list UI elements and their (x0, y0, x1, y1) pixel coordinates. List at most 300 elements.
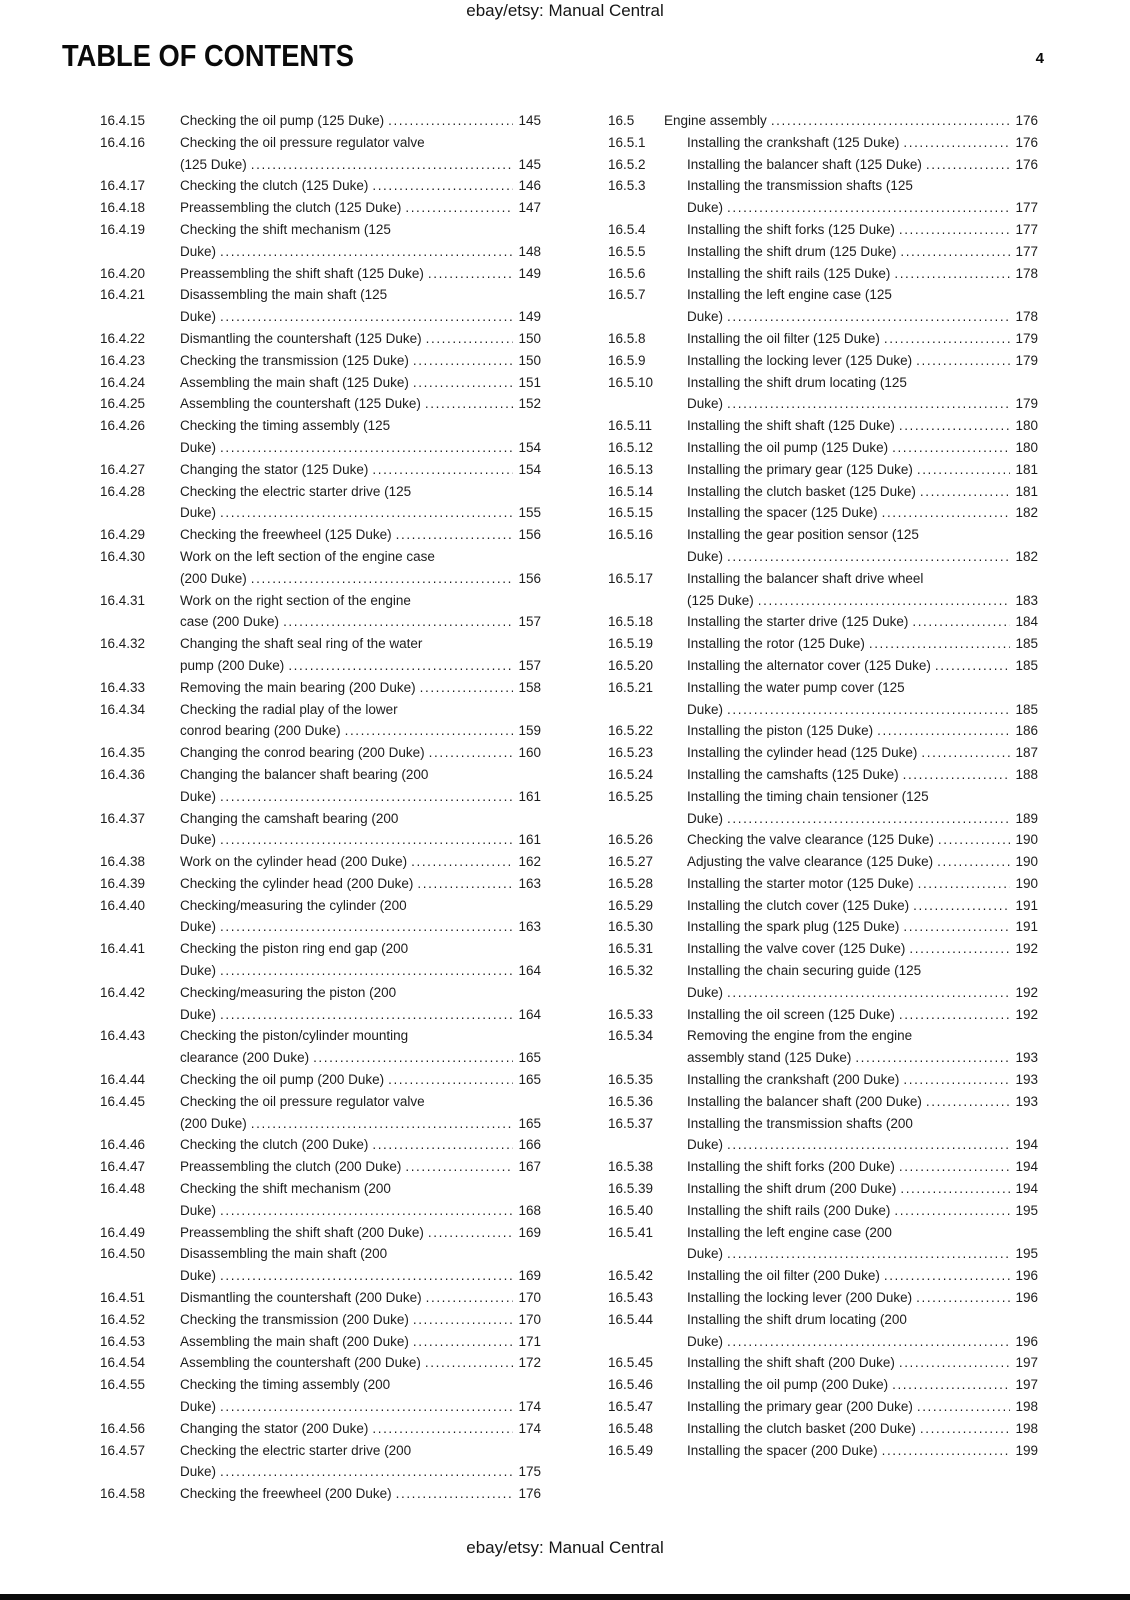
toc-entry-title: Installing the shift drum locating (200 (687, 1311, 907, 1327)
toc-entry-title: Checking the clutch (200 Duke) (180, 1137, 369, 1153)
toc-entry-title: Installing the alternator cover (125 Duke) (687, 657, 931, 673)
dot-leader (405, 197, 513, 219)
dot-leader (220, 306, 513, 328)
toc-column-left (100, 110, 541, 1505)
toc-entry-number: 16.5.13 (608, 461, 654, 477)
toc-entry-title: Installing the transmission shafts (200 (687, 1115, 913, 1131)
dot-leader (727, 393, 1010, 415)
toc-entry-page: 195 (1015, 1202, 1038, 1218)
toc-entry (100, 524, 541, 546)
toc-entry-title: Installing the oil filter (125 Duke) (687, 330, 880, 346)
toc-entry-title: Changing the shaft seal ring of the water (180, 636, 423, 652)
toc-entry-title: Dismantling the countershaft (125 Duke) (180, 330, 422, 346)
toc-entry (100, 633, 541, 677)
toc-entry-title: Checking the cylinder head (200 Duke) (180, 875, 414, 891)
toc-entry-page: 187 (1015, 745, 1038, 761)
toc-entry (608, 219, 1038, 241)
toc-entry-number: 16.5.29 (608, 897, 654, 913)
toc-entry-title: Duke) (180, 919, 217, 935)
toc-entry-number: 16.5.21 (608, 679, 654, 695)
toc-entry (608, 1004, 1038, 1026)
toc-entry (608, 938, 1038, 960)
toc-entry-page: 179 (1015, 396, 1038, 412)
toc-entry-number: 16.4.20 (100, 265, 146, 281)
toc-entry-page: 194 (1015, 1181, 1038, 1197)
toc-entry-page: 199 (1015, 1442, 1038, 1458)
toc-entry-page: 179 (1015, 330, 1038, 346)
toc-entry-title: Checking the valve clearance (125 Duke) (687, 832, 934, 848)
toc-entry (100, 263, 541, 285)
toc-entry-title: Installing the timing chain tensioner (125 (687, 788, 929, 804)
toc-entry-title: Duke) (180, 1399, 217, 1415)
toc-entry-page: 178 (1015, 309, 1038, 325)
toc-entry-page: 147 (518, 200, 541, 216)
dot-leader (396, 1483, 513, 1505)
toc-entry-number: 16.4.58 (100, 1486, 146, 1502)
toc-entry-title: assembly stand (125 Duke) (687, 1050, 852, 1066)
toc-entry-page: 175 (518, 1464, 541, 1480)
toc-entry-title: Removing the engine from the engine (687, 1028, 913, 1044)
dot-leader (220, 241, 513, 263)
toc-entry (608, 1025, 1038, 1069)
toc-entry-title: Installing the spark plug (125 Duke) (687, 919, 900, 935)
dot-leader (882, 1440, 1010, 1462)
toc-entry-page: 190 (1015, 832, 1038, 848)
dot-leader (727, 982, 1010, 1004)
toc-entry-page: 186 (1015, 723, 1038, 739)
toc-entry (608, 175, 1038, 219)
dot-leader (727, 306, 1010, 328)
toc-entry-title: Installing the locking lever (125 Duke) (687, 352, 913, 368)
dot-leader (429, 742, 513, 764)
toc-entry-title: Duke) (687, 1137, 724, 1153)
toc-entry-number: 16.5.48 (608, 1420, 654, 1436)
toc-entry-title: Duke) (180, 788, 217, 804)
toc-entry-number: 16.4.48 (100, 1181, 146, 1197)
toc-entry-page: 194 (1015, 1137, 1038, 1153)
toc-entry (100, 742, 541, 764)
toc-entry-number: 16.4.37 (100, 810, 146, 826)
toc-entry-number: 16.4.22 (100, 330, 146, 346)
toc-entry-title: Checking the oil pressure regulator valve (180, 134, 425, 150)
dot-leader (388, 110, 513, 132)
toc-entry (100, 1091, 541, 1135)
toc-entry-number: 16.5.31 (608, 941, 654, 957)
toc-entry-title: Duke) (687, 984, 724, 1000)
toc-entry-number: 16.5.14 (608, 483, 654, 499)
toc-entry-title: Checking the freewheel (125 Duke) (180, 527, 392, 543)
toc-entry-page: 158 (518, 679, 541, 695)
dot-leader (903, 764, 1010, 786)
toc-entry-number: 16.4.50 (100, 1246, 146, 1262)
toc-entry (608, 873, 1038, 895)
toc-entry-page: 177 (1015, 200, 1038, 216)
toc-entry-page: 174 (518, 1399, 541, 1415)
toc-entry-page: 183 (1015, 592, 1038, 608)
toc-entry-title: Installing the piston (125 Duke) (687, 723, 874, 739)
toc-entry (100, 328, 541, 350)
toc-entry-number: 16.4.52 (100, 1311, 146, 1327)
toc-entry-number: 16.5.24 (608, 766, 654, 782)
toc-entry-title: Checking the electric starter drive (125 (180, 483, 412, 499)
toc-entry-page: 162 (518, 854, 541, 870)
toc-entry-page: 188 (1015, 766, 1038, 782)
dot-leader (913, 895, 1010, 917)
toc-entry-title: Assembling the main shaft (200 Duke) (180, 1333, 409, 1349)
toc-entry-title: Checking the oil pump (200 Duke) (180, 1072, 385, 1088)
toc-entry (608, 1222, 1038, 1266)
dot-leader (900, 241, 1010, 263)
toc-entry (608, 284, 1038, 328)
toc-entry (608, 851, 1038, 873)
toc-entry-title: Checking the freewheel (200 Duke) (180, 1486, 392, 1502)
toc-entry-title: Duke) (687, 1246, 724, 1262)
toc-entry (608, 110, 1038, 132)
toc-entry-title: Duke) (687, 396, 724, 412)
toc-entry-number: 16.4.56 (100, 1420, 146, 1436)
toc-entry-number: 16.5.20 (608, 657, 654, 673)
dot-leader (935, 655, 1010, 677)
toc-entry-title: Duke) (687, 309, 724, 325)
dot-leader (345, 720, 513, 742)
toc-entry-title: Duke) (687, 701, 724, 717)
dot-leader (917, 1396, 1010, 1418)
toc-entry (608, 1156, 1038, 1178)
toc-entry (608, 633, 1038, 655)
toc-entry-number: 16.5.47 (608, 1399, 654, 1415)
toc-entry-number: 16.4.29 (100, 527, 146, 543)
toc-entry (100, 851, 541, 873)
toc-entry-number: 16.4.53 (100, 1333, 146, 1349)
dot-leader (903, 916, 1010, 938)
dot-leader (413, 1331, 513, 1353)
toc-entry-title: pump (200 Duke) (180, 657, 285, 673)
toc-entry-number: 16.5.7 (608, 287, 646, 303)
toc-entry-number: 16.5.5 (608, 243, 646, 259)
toc-entry (608, 916, 1038, 938)
toc-entry-title: Adjusting the valve clearance (125 Duke) (687, 854, 934, 870)
toc-entry-page: 197 (1015, 1355, 1038, 1371)
toc-entry-number: 16.4.19 (100, 221, 146, 237)
toc-entry-title: Checking/measuring the cylinder (200 (180, 897, 407, 913)
toc-entry-title: Installing the balancer shaft drive wheel (687, 570, 924, 586)
page-title: TABLE OF CONTENTS (62, 38, 354, 73)
toc-entry-title: Disassembling the main shaft (125 (180, 287, 388, 303)
toc-entry-number: 16.4.47 (100, 1159, 146, 1175)
toc-entry-title: Duke) (687, 548, 724, 564)
toc-entry-title: Work on the cylinder head (200 Duke) (180, 854, 408, 870)
toc-entry-title: Installing the shift drum (200 Duke) (687, 1181, 897, 1197)
dot-leader (388, 1069, 513, 1091)
toc-entry-page: 195 (1015, 1246, 1038, 1262)
toc-entry (608, 372, 1038, 416)
dot-leader (220, 829, 513, 851)
toc-entry-page: 176 (1015, 156, 1038, 172)
toc-entry-title: Changing the stator (125 Duke) (180, 461, 369, 477)
toc-entry-number: 16.5.44 (608, 1311, 654, 1327)
toc-entry (100, 219, 541, 263)
toc-entry-title: Installing the camshafts (125 Duke) (687, 766, 899, 782)
toc-entry-title: clearance (200 Duke) (180, 1050, 310, 1066)
toc-entry-number: 16.4.24 (100, 374, 146, 390)
toc-entry-title: Installing the gear position sensor (125 (687, 527, 919, 543)
toc-entry-page: 164 (518, 963, 541, 979)
toc-entry-title: conrod bearing (200 Duke) (180, 723, 341, 739)
toc-entry-title: Installing the starter motor (125 Duke) (687, 875, 914, 891)
toc-entry-page: 185 (1015, 636, 1038, 652)
toc-entry-number: 16.5.1 (608, 134, 646, 150)
toc-entry-page: 167 (518, 1159, 541, 1175)
toc-entry-title: Checking the transmission (200 Duke) (180, 1311, 409, 1327)
toc-entry-title: (125 Duke) (180, 156, 247, 172)
toc-entry-page: 196 (1015, 1268, 1038, 1284)
footer-watermark: ebay/etsy: Manual Central (466, 1538, 664, 1557)
toc-entry-page: 191 (1015, 919, 1038, 935)
toc-entry-number: 16.5.40 (608, 1202, 654, 1218)
dot-leader (727, 197, 1010, 219)
toc-entry-title: Engine assembly (664, 113, 767, 128)
toc-entry-page: 165 (518, 1072, 541, 1088)
dot-leader (727, 808, 1010, 830)
toc-entry-page: 178 (1015, 265, 1038, 281)
toc-entry-page: 180 (1015, 418, 1038, 434)
toc-entry (608, 241, 1038, 263)
toc-entry-title: (125 Duke) (687, 592, 754, 608)
toc-entry (100, 372, 541, 394)
toc-entry-page: 190 (1015, 875, 1038, 891)
toc-entry-page: 163 (518, 919, 541, 935)
dot-leader (251, 568, 513, 590)
dot-leader (220, 1461, 513, 1483)
toc-entry-page: 149 (518, 309, 541, 325)
toc-entry-title: Changing the conrod bearing (200 Duke) (180, 745, 425, 761)
dot-leader (727, 1134, 1010, 1156)
toc-entry (100, 764, 541, 808)
toc-entry-title: (200 Duke) (180, 570, 247, 586)
toc-entry-number: 16.4.23 (100, 352, 146, 368)
toc-entry (100, 1483, 541, 1505)
toc-entry-page: 164 (518, 1006, 541, 1022)
toc-entry (100, 459, 541, 481)
toc-entry-title: Duke) (180, 1202, 217, 1218)
toc-entry-number: 16.5.26 (608, 832, 654, 848)
toc-entry-page: 161 (518, 788, 541, 804)
dot-leader (428, 1222, 513, 1244)
toc-entry-title: Checking the piston ring end gap (200 (180, 941, 409, 957)
toc-entry-title: Checking the radial play of the lower (180, 701, 398, 717)
toc-entry-number: 16.5.49 (608, 1442, 654, 1458)
toc-entry (608, 481, 1038, 503)
toc-entry-number: 16.5.39 (608, 1181, 654, 1197)
toc-entry-number: 16.5.34 (608, 1028, 654, 1044)
toc-entry-page: 193 (1015, 1072, 1038, 1088)
toc-entry-title: Installing the valve cover (125 Duke) (687, 941, 906, 957)
toc-entry-page: 168 (518, 1202, 541, 1218)
toc-entry-page: 145 (518, 113, 541, 128)
dot-leader (899, 1352, 1010, 1374)
toc-entry (608, 677, 1038, 721)
toc-entry-title: Installing the oil pump (200 Duke) (687, 1377, 889, 1393)
toc-entry-title: Preassembling the shift shaft (125 Duke) (180, 265, 424, 281)
dot-leader (425, 1352, 513, 1374)
toc-entry-title: Installing the shift forks (200 Duke) (687, 1159, 895, 1175)
dot-leader (220, 1200, 513, 1222)
toc-entry-title: Installing the left engine case (200 (687, 1224, 892, 1240)
toc-entry-number: 16.4.54 (100, 1355, 146, 1371)
toc-entry (608, 415, 1038, 437)
dot-leader (426, 1287, 513, 1309)
toc-entry-title: Installing the oil pump (125 Duke) (687, 439, 889, 455)
toc-entry-page: 176 (518, 1486, 541, 1502)
toc-entry (608, 720, 1038, 742)
toc-entry (608, 1200, 1038, 1222)
toc-entry-title: Preassembling the clutch (125 Duke) (180, 200, 402, 216)
dot-leader (938, 829, 1010, 851)
toc-entry-page: 181 (1015, 461, 1038, 477)
page-bottom-edge (0, 1594, 1130, 1600)
toc-entry (608, 655, 1038, 677)
dot-leader (899, 415, 1010, 437)
toc-entry (608, 1309, 1038, 1353)
toc-entry-number: 16.5.15 (608, 505, 654, 521)
toc-entry-title: Duke) (180, 505, 217, 521)
toc-entry-title: Dismantling the countershaft (200 Duke) (180, 1290, 422, 1306)
toc-entry (608, 1440, 1038, 1462)
dot-leader (912, 611, 1010, 633)
toc-entry (100, 1222, 541, 1244)
toc-entry-page: 176 (1015, 134, 1038, 150)
toc-entry-title: Installing the oil filter (200 Duke) (687, 1268, 880, 1284)
dot-leader (220, 960, 513, 982)
toc-entry-number: 16.5.36 (608, 1093, 654, 1109)
toc-entry-page: 160 (518, 745, 541, 761)
toc-entry-number: 16.4.41 (100, 941, 146, 957)
dot-leader (892, 1374, 1010, 1396)
toc-entry (100, 1331, 541, 1353)
toc-entry (608, 742, 1038, 764)
dot-leader (288, 655, 513, 677)
toc-entry-number: 16.4.38 (100, 854, 146, 870)
toc-entry-title: Installing the balancer shaft (200 Duke) (687, 1093, 922, 1109)
dot-leader (758, 590, 1010, 612)
toc-entry-page: 198 (1015, 1420, 1038, 1436)
toc-entry-number: 16.5.22 (608, 723, 654, 739)
dot-leader (899, 1156, 1010, 1178)
toc-entry (100, 1156, 541, 1178)
toc-entry-title: Disassembling the main shaft (200 (180, 1246, 388, 1262)
toc-entry-page: 197 (1015, 1377, 1038, 1393)
toc-entry-title: Preassembling the shift shaft (200 Duke) (180, 1224, 424, 1240)
toc-entry-page: 169 (518, 1268, 541, 1284)
dot-leader (899, 219, 1010, 241)
dot-leader (372, 175, 513, 197)
toc-entry-title: Checking the oil pressure regulator valve (180, 1093, 425, 1109)
toc-entry-title: Duke) (687, 200, 724, 216)
toc-entry-number: 16.4.44 (100, 1072, 146, 1088)
dot-leader (903, 132, 1010, 154)
toc-entry-page: 170 (518, 1311, 541, 1327)
toc-entry-page: 181 (1015, 483, 1038, 499)
toc-entry-page: 151 (518, 374, 541, 390)
toc-entry-number: 16.5.28 (608, 875, 654, 891)
dot-leader (411, 851, 513, 873)
toc-entry-number: 16.4.40 (100, 897, 146, 913)
toc-entry (100, 1352, 541, 1374)
toc-entry-title: Work on the right section of the engine (180, 592, 411, 608)
toc-entry (608, 263, 1038, 285)
toc-entry-title: Removing the main bearing (200 Duke) (180, 679, 416, 695)
toc-entry-page: 152 (518, 396, 541, 412)
toc-entry (100, 546, 541, 590)
toc-entry-title: Installing the crankshaft (200 Duke) (687, 1072, 900, 1088)
toc-entry (100, 350, 541, 372)
toc-entry-title: Duke) (180, 832, 217, 848)
dot-leader (727, 1331, 1010, 1353)
toc-entry-title: Duke) (180, 1006, 217, 1022)
toc-entry-number: 16.5.8 (608, 330, 646, 346)
toc-entry-title: Installing the cylinder head (125 Duke) (687, 745, 918, 761)
toc-entry (100, 1287, 541, 1309)
toc-entry-page: 180 (1015, 439, 1038, 455)
toc-entry-page: 185 (1015, 657, 1038, 673)
toc-entry-number: 16.4.57 (100, 1442, 146, 1458)
toc-entry-number: 16.4.30 (100, 548, 146, 564)
toc-entry (100, 982, 541, 1026)
toc-entry-number: 16.4.25 (100, 396, 146, 412)
toc-entry-title: Checking the transmission (125 Duke) (180, 352, 409, 368)
dot-leader (869, 633, 1010, 655)
dot-leader (220, 916, 513, 938)
toc-entry (100, 393, 541, 415)
toc-entry-number: 16.5.11 (608, 418, 653, 434)
page-number: 4 (1035, 50, 1044, 67)
toc-entry-page: 198 (1015, 1399, 1038, 1415)
toc-entry-title: Installing the clutch cover (125 Duke) (687, 897, 910, 913)
toc-entry-title: Checking the piston/cylinder mounting (180, 1028, 409, 1044)
toc-entry (100, 1178, 541, 1222)
dot-leader (220, 437, 513, 459)
toc-entry-title: Installing the primary gear (200 Duke) (687, 1399, 913, 1415)
dot-leader (855, 1047, 1010, 1069)
toc-entry (608, 1287, 1038, 1309)
dot-leader (920, 1418, 1010, 1440)
dot-leader (428, 263, 513, 285)
toc-entry-number: 16.4.31 (100, 592, 146, 608)
toc-entry (608, 960, 1038, 1004)
toc-entry-number: 16.5.32 (608, 963, 654, 979)
toc-entry-number: 16.4.42 (100, 984, 146, 1000)
toc-entry-number: 16.5.37 (608, 1115, 654, 1131)
toc-entry-title: Installing the balancer shaft (125 Duke) (687, 156, 922, 172)
toc-entry-title: Installing the chain securing guide (125 (687, 963, 922, 979)
toc-entry-number: 16.5.10 (608, 374, 654, 390)
toc-entry-number: 16.5.19 (608, 636, 654, 652)
toc-entry-number: 16.4.45 (100, 1093, 146, 1109)
toc-entry (608, 502, 1038, 524)
toc-entry (100, 284, 541, 328)
toc-entry (608, 328, 1038, 350)
dot-leader (916, 1287, 1010, 1309)
toc-entry-number: 16.5.43 (608, 1290, 654, 1306)
dot-leader (884, 1265, 1010, 1287)
toc-entry-title: Installing the oil screen (125 Duke) (687, 1006, 895, 1022)
toc-entry-number: 16.5.12 (608, 439, 654, 455)
toc-entry-page: 182 (1015, 505, 1038, 521)
toc-entry-title: Checking the timing assembly (200 (180, 1377, 391, 1393)
dot-leader (903, 1069, 1010, 1091)
toc-entry-number: 16.5.25 (608, 788, 654, 804)
toc-entry (100, 895, 541, 939)
